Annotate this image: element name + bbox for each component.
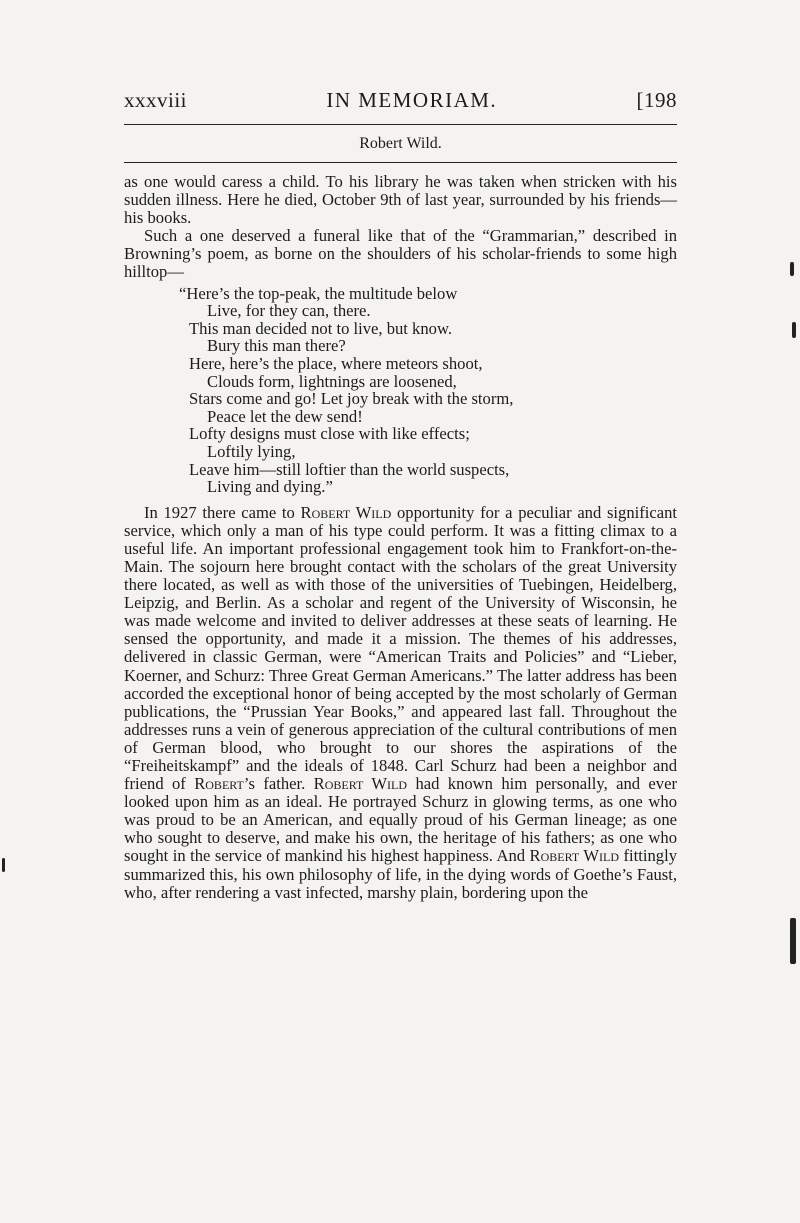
poem-line: Lofty designs must close with like effects; bbox=[189, 424, 470, 444]
poem-line: Here, here’s the place, where meteors shoot, bbox=[189, 353, 483, 373]
person-name: Robert Wild bbox=[529, 846, 620, 866]
paragraph-2: Such a one deserved a funeral like that of the “Grammarian,” described in Browning’s poem, as borne on the shoulders of his scholar-friends to some high hilltop— bbox=[124, 226, 677, 282]
paragraph-3-text: opportunity for a peculiar and significant service, which only a man of his type could perform. It was a fitting climax to a useful life. An important professional engagement took him to Frankfort-on-the-Main. The sojourn here brought contact with the scholars of the great University there located, as well as with those of the universities of Tuebingen, Heidelberg, Leipzig, and Berlin. As a scholar and regent of the University of Wisconsin, he was made welcome and invited to deliver addresses at these seats of learning. He sensed the opportunity, and made it a mission. The themes of his addresses, delivered in classic German, were “American Traits and Policies” and “Lieber, Koerner, and Schurz: Three Great German Americans.” The latter address has been accorded the exceptional honor of being accepted by the most scholarly of German publications, the “Prussian Year Books,” and appeared last fall. Throughout the addresses runs a vein of generous appreciation of the cultural contributions of men of German blood, who brought to our shores the aspirations of the “Freiheitskampf” and the ideals of 1848. Carl Schurz had been a neighbor and friend of bbox=[124, 502, 678, 794]
paragraph-3-text: In 1927 there came to bbox=[144, 502, 301, 522]
scan-mark bbox=[2, 858, 5, 872]
page-number: [198 bbox=[636, 88, 677, 112]
paragraph-3-text: ’s father. bbox=[243, 774, 314, 794]
poem-line: Bury this man there? bbox=[207, 336, 346, 356]
page-title: IN MEMORIAM. bbox=[326, 88, 498, 112]
section-subtitle: Robert Wild. bbox=[359, 135, 442, 152]
paragraph-1: as one would caress a child. To his library he was taken when stricken with his sudden illness. Here he died, October 9th of last year, surrounded by his friends—his books. bbox=[124, 172, 677, 228]
subtitle-rule bbox=[124, 162, 677, 163]
scan-mark bbox=[790, 918, 796, 964]
poem-line: Loftily lying, bbox=[207, 441, 296, 461]
poem-line: Stars come and go! Let joy break with the storm, bbox=[189, 389, 514, 409]
poem-line: “Here’s the top-peak, the multitude below bbox=[179, 283, 458, 303]
header-rule bbox=[124, 124, 677, 125]
body-text bbox=[124, 173, 677, 902]
poem-line: Leave him—still loftier than the world suspects, bbox=[189, 459, 510, 479]
running-head bbox=[124, 88, 677, 118]
page bbox=[124, 88, 677, 902]
page-roman-numeral: xxxviii bbox=[124, 88, 188, 112]
person-name: Robert bbox=[194, 774, 244, 794]
poem-line: Live, for they can, there. bbox=[207, 301, 371, 321]
paragraph-3-text: fittingly summarized this, his own philosophy of life, in the dying words of Goethe’s Faust, who, after rendering a vast infected, marshy plain, bordering upon the bbox=[124, 846, 677, 902]
poem-line: This man decided not to live, but know. bbox=[189, 318, 452, 338]
poem-line: Clouds form, lightnings are loosened, bbox=[207, 371, 457, 391]
paragraph-3-text: had known him personally, and ever looked upon him as an ideal. He portrayed Schurz in glowing terms, as one who was proud to be an American, and equally proud of his German lineage; as one who sought to deserve, and make his own, the heritage of his fathers; as one who sought in the service of mankind his highest happiness. And bbox=[124, 774, 677, 866]
poem-quote bbox=[179, 285, 677, 496]
paragraph-3 bbox=[124, 504, 677, 902]
person-name: Robert Wild bbox=[313, 774, 408, 794]
poem-line: Peace let the dew send! bbox=[207, 406, 363, 426]
scan-mark bbox=[792, 322, 796, 338]
person-name: Robert Wild bbox=[300, 502, 392, 522]
scan-mark bbox=[790, 262, 794, 276]
poem-line: Living and dying.” bbox=[207, 477, 333, 497]
